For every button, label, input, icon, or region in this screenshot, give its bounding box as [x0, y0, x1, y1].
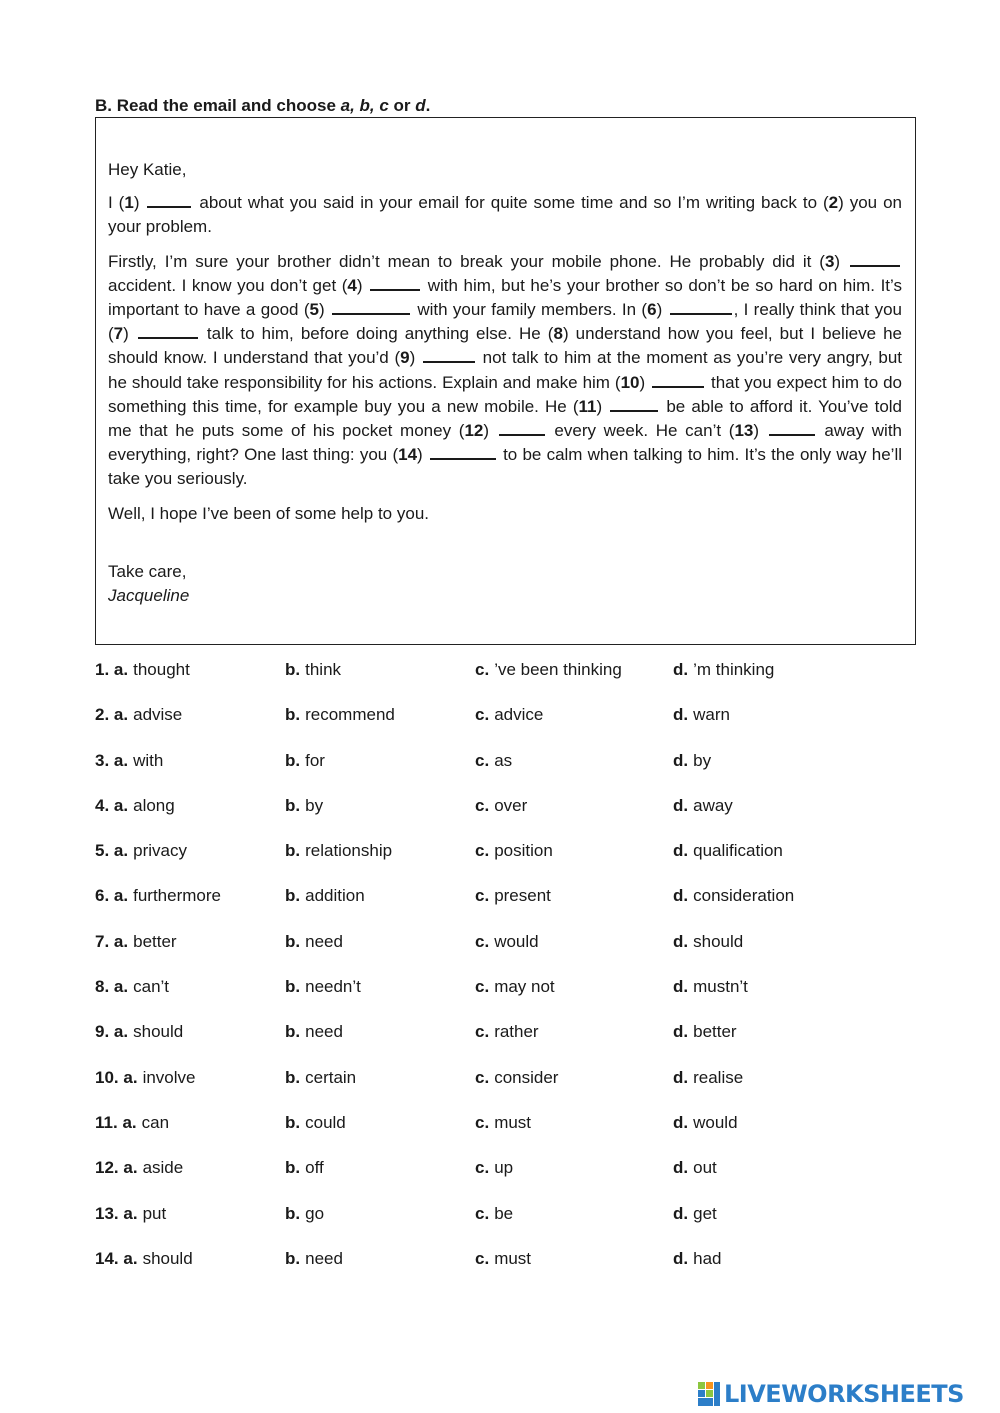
option-a[interactable]: [95, 751, 163, 771]
option-text: think: [305, 660, 342, 679]
option-label: 1. a.: [95, 660, 129, 679]
option-label: b.: [285, 750, 301, 770]
option-a[interactable]: [95, 1249, 193, 1269]
liveworksheets-logo-icon: [697, 1380, 721, 1408]
answer-options: [95, 660, 915, 1294]
question-row: [95, 796, 915, 841]
option-a[interactable]: [95, 1068, 195, 1088]
option-label: b.: [285, 1022, 301, 1042]
question-number: 5.: [95, 841, 110, 861]
option-c[interactable]: [475, 1249, 531, 1269]
option-label: 9. a.: [95, 1022, 129, 1042]
question-number: 14.: [95, 1248, 119, 1268]
question-row: [95, 841, 915, 886]
option-text: thought: [133, 660, 190, 679]
option-text: advice: [494, 705, 544, 725]
option-text: be: [494, 1203, 514, 1223]
option-b[interactable]: [285, 1249, 343, 1269]
option-label: d.: [673, 750, 689, 770]
option-text: present: [494, 886, 551, 906]
option-text: consideration: [693, 886, 795, 906]
question-number: 4.: [95, 795, 110, 815]
option-c[interactable]: [475, 1113, 531, 1133]
email-greeting: Hey Katie,: [108, 160, 187, 179]
question-number: 1.: [95, 660, 110, 679]
blank-4[interactable]: [370, 275, 420, 291]
email-closing: Take care,: [108, 561, 187, 581]
option-label: c.: [475, 660, 490, 679]
option-c[interactable]: [475, 841, 553, 861]
option-label: b.: [285, 1203, 301, 1223]
question-row: [95, 932, 915, 977]
option-label: c.: [475, 841, 490, 861]
option-label: b.: [285, 660, 301, 679]
option-text: should: [693, 931, 744, 951]
option-c[interactable]: [475, 751, 512, 771]
option-text: by: [693, 750, 712, 770]
option-c[interactable]: [475, 796, 527, 816]
option-d[interactable]: [673, 1204, 717, 1224]
question-number: 11.: [95, 1112, 118, 1132]
option-label: b.: [285, 1248, 301, 1268]
blank-7[interactable]: [138, 323, 198, 339]
option-c[interactable]: [475, 1204, 513, 1224]
option-label: d.: [673, 1203, 689, 1223]
option-text: with: [133, 750, 164, 770]
option-label: c.: [475, 931, 490, 951]
option-label: c.: [475, 1158, 490, 1178]
option-label: c.: [475, 977, 490, 997]
option-label: c.: [475, 1022, 490, 1042]
option-b[interactable]: [285, 1113, 346, 1133]
option-text: involve: [142, 1067, 196, 1087]
option-d[interactable]: [673, 841, 783, 861]
option-b[interactable]: [285, 932, 343, 952]
option-text: must: [494, 1112, 532, 1132]
option-text: go: [305, 1203, 325, 1223]
option-text: warn: [693, 705, 730, 725]
question-row: [95, 660, 915, 705]
option-text: need: [305, 931, 343, 951]
option-c[interactable]: [475, 1022, 539, 1042]
option-label: c.: [475, 1248, 490, 1268]
option-label: b.: [285, 841, 301, 861]
option-b[interactable]: [285, 977, 361, 997]
option-a[interactable]: [95, 977, 169, 997]
option-text: better: [693, 1022, 737, 1042]
option-text: should: [133, 1022, 184, 1042]
email-signature: Jacqueline: [108, 586, 190, 606]
option-b[interactable]: [285, 1068, 356, 1088]
option-a[interactable]: [95, 886, 221, 906]
question-number: 12.: [95, 1158, 119, 1178]
option-label: d.: [673, 1022, 689, 1042]
option-text: position: [494, 841, 553, 861]
option-label: b.: [285, 705, 301, 725]
question-number: 10.: [95, 1067, 119, 1087]
option-label: d.: [673, 886, 689, 906]
blank-10[interactable]: [652, 372, 704, 388]
option-text: aside: [142, 1158, 184, 1178]
option-text: by: [305, 795, 324, 815]
option-text: as: [494, 750, 513, 770]
option-label: c.: [475, 705, 490, 725]
option-text: ’m thinking: [693, 660, 775, 679]
option-d[interactable]: [673, 796, 733, 816]
email-signoff: [108, 560, 902, 608]
option-c[interactable]: [475, 932, 539, 952]
option-text: may not: [494, 977, 555, 997]
question-row: [95, 1249, 915, 1294]
section-heading: B. Read the email and choose a, b, c or d.: [95, 96, 431, 115]
blank-3[interactable]: [850, 251, 900, 267]
option-label: d.: [673, 841, 689, 861]
option-text: rather: [494, 1022, 539, 1042]
option-label: 12. a.: [95, 1158, 138, 1178]
option-d[interactable]: [673, 886, 794, 906]
option-text: away: [693, 795, 733, 815]
option-text: need: [305, 1022, 343, 1042]
question-number: 7.: [95, 931, 110, 951]
option-label: c.: [475, 795, 490, 815]
option-a[interactable]: [95, 796, 175, 816]
blank-12[interactable]: [499, 420, 545, 436]
option-a[interactable]: [95, 660, 190, 680]
question-row: [95, 705, 915, 750]
option-c[interactable]: [475, 1068, 558, 1088]
blank-5[interactable]: [332, 299, 410, 315]
option-a[interactable]: [95, 1022, 183, 1042]
liveworksheets-logo-text: LIVEWORKSHEETS: [724, 1380, 964, 1408]
option-a[interactable]: [95, 1204, 166, 1224]
option-text: can’t: [133, 977, 170, 997]
option-text: need: [305, 1248, 343, 1268]
option-text: out: [693, 1158, 717, 1178]
option-d[interactable]: [673, 932, 743, 952]
option-text: had: [693, 1248, 722, 1268]
option-text: get: [693, 1203, 717, 1223]
option-text: better: [133, 931, 177, 951]
option-a[interactable]: [95, 932, 177, 952]
question-number: 3.: [95, 750, 110, 770]
question-row: [95, 1158, 915, 1203]
option-text: furthermore: [133, 886, 221, 906]
blank-14[interactable]: [430, 444, 496, 460]
question-row: [95, 1204, 915, 1249]
option-b[interactable]: [285, 841, 392, 861]
option-b[interactable]: [285, 751, 325, 771]
option-label: 6. a.: [95, 886, 129, 906]
option-b[interactable]: [285, 1158, 324, 1178]
option-label: b.: [285, 886, 301, 906]
option-c[interactable]: [475, 660, 622, 680]
question-number: 2.: [95, 705, 110, 725]
option-label: 13. a.: [95, 1203, 138, 1223]
option-text: would: [494, 931, 539, 951]
option-text: for: [305, 750, 325, 770]
option-label: c.: [475, 886, 490, 906]
email-paragraph-3: Well, I hope I’ve been of some help to you.: [108, 503, 429, 523]
option-label: 2. a.: [95, 705, 129, 725]
question-number: 13.: [95, 1203, 119, 1223]
option-text: off: [305, 1158, 324, 1178]
option-label: c.: [475, 1067, 490, 1087]
option-text: should: [142, 1248, 193, 1268]
option-d[interactable]: [673, 1113, 738, 1133]
blank-9[interactable]: [423, 347, 475, 363]
option-text: certain: [305, 1067, 357, 1087]
option-c[interactable]: [475, 1158, 513, 1178]
option-text: up: [494, 1158, 514, 1178]
blank-13[interactable]: [769, 420, 815, 436]
option-label: 10. a.: [95, 1067, 138, 1087]
option-b[interactable]: [285, 660, 341, 680]
option-label: d.: [673, 1112, 689, 1132]
option-c[interactable]: [475, 977, 555, 997]
option-label: 3. a.: [95, 750, 129, 770]
liveworksheets-logo: [697, 1378, 964, 1410]
question-row: [95, 886, 915, 931]
option-label: d.: [673, 1248, 689, 1268]
question-row: [95, 751, 915, 796]
option-label: b.: [285, 931, 301, 951]
option-text: would: [693, 1112, 738, 1132]
option-label: b.: [285, 977, 301, 997]
option-label: 8. a.: [95, 977, 129, 997]
question-row: [95, 977, 915, 1022]
option-text: mustn’t: [693, 977, 748, 997]
option-d[interactable]: [673, 1249, 721, 1269]
option-label: b.: [285, 1112, 301, 1132]
email-paragraph-1: I (1) about what you said in your email for quite some time and so I’m writing back to (2) you on your problem.: [108, 193, 902, 237]
option-text: put: [142, 1203, 167, 1223]
option-d[interactable]: [673, 1158, 717, 1178]
option-label: c.: [475, 1112, 490, 1132]
question-row: [95, 1022, 915, 1067]
option-d[interactable]: [673, 705, 730, 725]
option-b[interactable]: [285, 705, 395, 725]
option-text: realise: [693, 1067, 744, 1087]
question-number: 6.: [95, 886, 110, 906]
option-a[interactable]: [95, 705, 182, 725]
option-text: relationship: [305, 841, 393, 861]
option-b[interactable]: [285, 1022, 343, 1042]
option-d[interactable]: [673, 1068, 743, 1088]
option-a[interactable]: [95, 841, 187, 861]
option-d[interactable]: [673, 660, 774, 680]
option-a[interactable]: [95, 1158, 183, 1178]
blank-6[interactable]: [670, 299, 732, 315]
option-text: could: [305, 1112, 346, 1132]
option-label: 4. a.: [95, 795, 129, 815]
option-c[interactable]: [475, 705, 543, 725]
option-text: must: [494, 1248, 532, 1268]
option-d[interactable]: [673, 1022, 737, 1042]
option-d[interactable]: [673, 751, 711, 771]
option-label: d.: [673, 931, 689, 951]
option-label: d.: [673, 705, 689, 725]
option-label: d.: [673, 660, 689, 679]
option-text: needn’t: [305, 977, 361, 997]
option-label: 7. a.: [95, 931, 129, 951]
blank-11[interactable]: [610, 396, 658, 412]
option-label: 5. a.: [95, 841, 129, 861]
option-b[interactable]: [285, 1204, 324, 1224]
option-text: recommend: [305, 705, 395, 725]
option-d[interactable]: [673, 977, 748, 997]
option-label: d.: [673, 795, 689, 815]
option-label: b.: [285, 1067, 301, 1087]
question-row: [95, 1068, 915, 1113]
option-text: ’ve been thinking: [494, 660, 622, 679]
option-text: over: [494, 795, 528, 815]
option-text: addition: [305, 886, 365, 906]
question-number: 9.: [95, 1022, 110, 1042]
option-label: d.: [673, 977, 689, 997]
option-text: consider: [494, 1067, 559, 1087]
question-row: [95, 1113, 915, 1158]
option-b[interactable]: [285, 886, 365, 906]
option-text: along: [133, 795, 175, 815]
email-box: [95, 117, 916, 645]
option-label: 11. a.: [95, 1112, 137, 1132]
option-a[interactable]: [95, 1113, 169, 1133]
option-text: qualification: [693, 841, 783, 861]
option-label: c.: [475, 750, 490, 770]
option-label: 14. a.: [95, 1248, 138, 1268]
option-b[interactable]: [285, 796, 323, 816]
question-number: 8.: [95, 977, 110, 997]
option-label: d.: [673, 1067, 689, 1087]
option-label: c.: [475, 1203, 490, 1223]
option-text: advise: [133, 705, 183, 725]
option-label: d.: [673, 1158, 689, 1178]
email-paragraph-2: Firstly, I’m sure your brother didn’t mean to break your mobile phone. He probably did it (3) accident. I know you don’t get (4) with him, but he’s your brother so don’t be so hard on him. It’s important to have a good (5) with your family members. In (6) , I really think that you (7) talk to him, before doing anything else. He (8) understand how you feel, but I believe he should know. I understand that you’d (9) not talk to him at the moment as you’re very angry, but he should take responsibility for his actions. Explain and make him (10) that you expect him to do something this time, for example buy you a new mobile. He (11) be able to afford it. You’ve told me that he puts some of his pocket money (12) every week. He can’t (13) away with everything, right? One last thing: you (14) to be calm when talking to him. It’s the only way he’ll take you seriously.: [108, 251, 903, 489]
option-text: privacy: [133, 841, 187, 861]
option-text: can: [141, 1112, 170, 1132]
option-label: b.: [285, 795, 301, 815]
option-c[interactable]: [475, 886, 551, 906]
option-label: b.: [285, 1158, 301, 1178]
blank-1[interactable]: [147, 192, 191, 208]
